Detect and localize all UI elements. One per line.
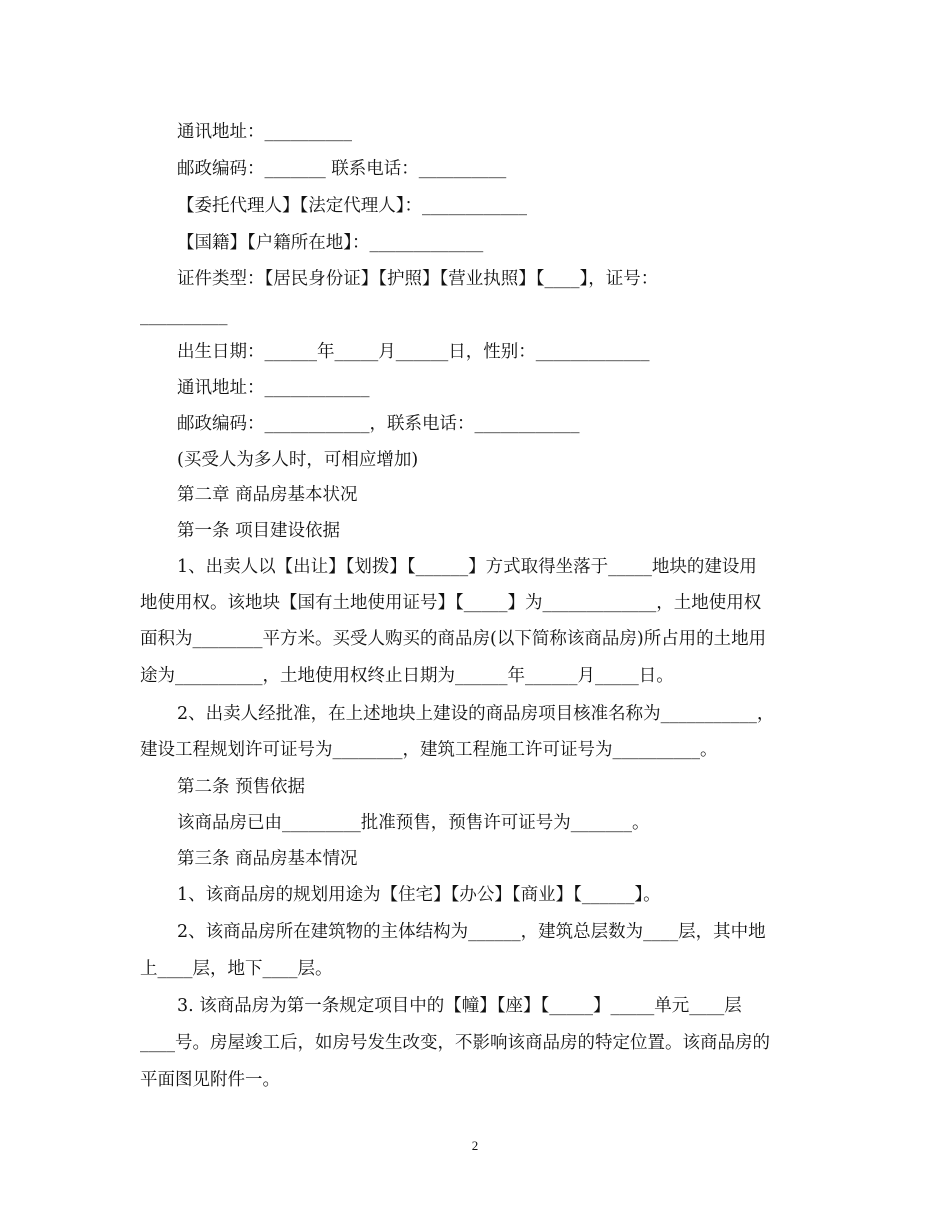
text-line: 3. 该商品房为第一条规定项目中的【幢】【座】【_____】_____单元____层 bbox=[177, 996, 742, 1016]
text-line: 地使用权。该地块【国有土地使用证号】【_____】为_____________，土地使用权 bbox=[140, 593, 762, 613]
text-line: 建设工程规划许可证号为________，建筑工程施工许可证号为__________。 bbox=[140, 740, 718, 760]
text-line: 【国籍】【户籍所在地】：_____________ bbox=[177, 233, 484, 253]
text-line: 邮政编码：____________，联系电话：____________ bbox=[177, 414, 580, 434]
article-heading: 第一条 项目建设依据 bbox=[177, 521, 341, 541]
text-line: ____号。房屋竣工后，如房号发生改变，不影响该商品房的特定位置。该商品房的 bbox=[140, 1033, 770, 1053]
text-line: 出生日期：______年_____月______日，性别：_____________ bbox=[177, 342, 650, 362]
text-line: 通讯地址：____________ bbox=[177, 378, 370, 398]
text-line: 该商品房已由_________批准预售，预售许可证号为_______。 bbox=[177, 813, 650, 833]
text-line: 【委托代理人】【法定代理人】：____________ bbox=[177, 196, 527, 216]
text-line: 证件类型：【居民身份证】【护照】【营业执照】【____】，证号： bbox=[177, 269, 659, 289]
text-line: 平面图见附件一。 bbox=[140, 1070, 280, 1090]
text-line: 上____层，地下____层。 bbox=[140, 959, 333, 979]
article-heading: 第三条 商品房基本情况 bbox=[177, 849, 358, 869]
chapter-heading: 第二章 商品房基本状况 bbox=[177, 485, 358, 505]
text-line: 邮政编码：_______ 联系电话：__________ bbox=[177, 159, 507, 179]
text-line: 2、该商品房所在建筑物的主体结构为______，建筑总层数为____层，其中地 bbox=[177, 922, 766, 942]
text-line: (买受人为多人时，可相应增加) bbox=[177, 450, 419, 470]
text-line: 通讯地址：__________ bbox=[177, 122, 352, 142]
text-line: 面积为________平方米。买受人购买的商品房(以下简称该商品房)所占用的土地用 bbox=[140, 629, 767, 649]
article-heading: 第二条 预售依据 bbox=[177, 777, 306, 797]
text-line: __________ bbox=[140, 306, 228, 326]
text-line: 1、出卖人以【出让】【划拨】【______】方式取得坐落于_____地块的建设用 bbox=[177, 557, 757, 577]
text-line: 途为__________，土地使用权终止日期为______年______月_____日。 bbox=[140, 666, 674, 686]
text-line: 2、出卖人经批准，在上述地块上建设的商品房项目核准名称为___________， bbox=[177, 704, 775, 724]
page-number: 2 bbox=[471, 1138, 479, 1153]
text-line: 1、该商品房的规划用途为【住宅】【办公】【商业】【______】。 bbox=[177, 885, 661, 905]
